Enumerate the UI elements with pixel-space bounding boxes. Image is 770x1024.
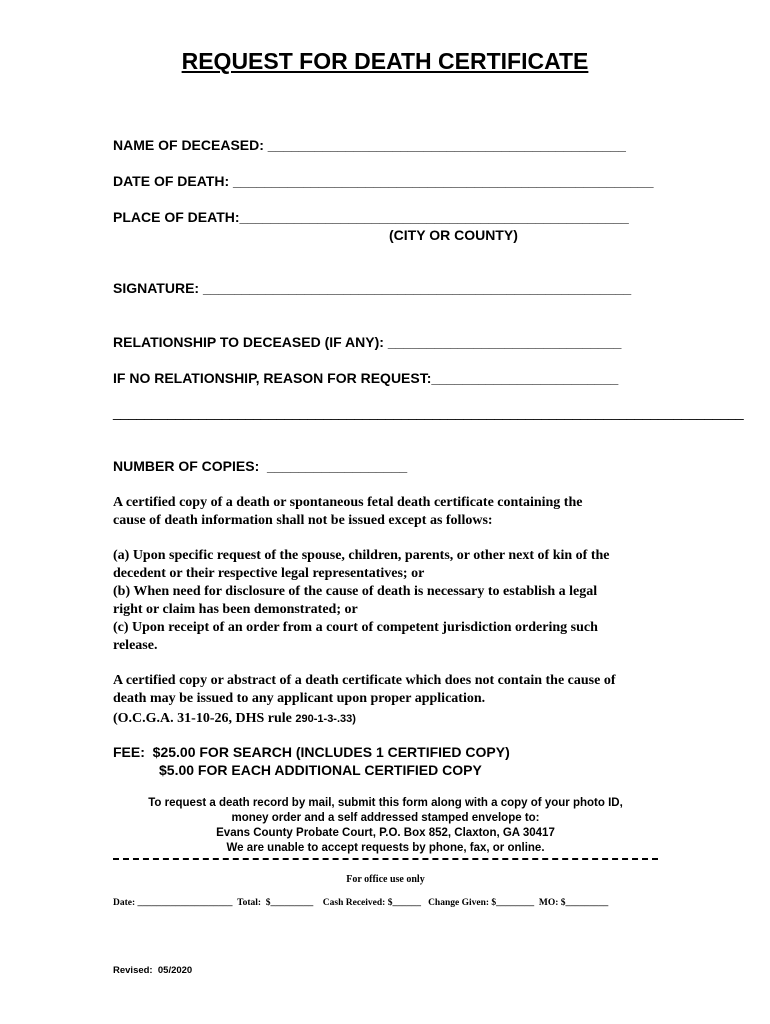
clause-b-line-2: right or claim has been demonstrated; or — [113, 602, 358, 617]
mail-instructions-line-4: We are unable to accept requests by phone, fax, or online. — [226, 842, 545, 854]
abstract-line-2: death may be issued to any applicant upon proper application. — [113, 691, 486, 706]
place-of-death-field[interactable]: PLACE OF DEATH:__________________________________________________ — [113, 209, 629, 225]
office-use-label: For office use only — [346, 874, 425, 885]
number-of-copies-field[interactable]: NUMBER OF COPIES: __________________ — [113, 458, 408, 474]
citation-rule: 290-1-3-.33) — [295, 713, 356, 725]
clause-b-line-1: (b) When need for disclosure of the cause of death is necessary to establish a legal — [113, 584, 598, 599]
legal-citation — [113, 708, 356, 728]
intro-line-2: cause of death information shall not be issued except as follows: — [113, 513, 493, 528]
clause-c-line-2: release. — [113, 638, 158, 653]
reason-continuation-line[interactable]: _________________________________________________________________________________ — [113, 404, 744, 420]
office-divider — [113, 858, 658, 860]
court-address: Evans County Probate Court, P.O. Box 852, Claxton, GA 30417 — [216, 827, 555, 839]
reason-field[interactable]: IF NO RELATIONSHIP, REASON FOR REQUEST:________________________ — [113, 370, 619, 386]
place-of-death-hint: (CITY OR COUNTY) — [389, 227, 518, 243]
name-of-deceased-field[interactable]: NAME OF DECEASED: ______________________________________________ — [113, 137, 626, 153]
fee-line-2: $5.00 FOR EACH ADDITIONAL CERTIFIED COPY — [159, 762, 482, 778]
abstract-line-1: A certified copy or abstract of a death certificate which does not contain the cause of — [113, 673, 616, 688]
intro-line-1: A certified copy of a death or spontaneous fetal death certificate containing the — [113, 495, 583, 510]
mail-instructions-line-2: money order and a self addressed stamped envelope to: — [231, 812, 540, 824]
page-title: REQUEST FOR DEATH CERTIFICATE — [181, 48, 589, 74]
signature-field[interactable]: SIGNATURE: _______________________________________________________ — [113, 280, 632, 296]
mail-instructions-line-1: To request a death record by mail, submit this form along with a copy of your photo ID, — [148, 797, 623, 809]
citation-main: (O.C.G.A. 31-10-26, DHS rule — [113, 711, 296, 726]
revised-date: Revised: 05/2020 — [113, 965, 193, 976]
clause-a-line-1: (a) Upon specific request of the spouse, children, parents, or other next of kin of the — [113, 548, 610, 563]
relationship-field[interactable]: RELATIONSHIP TO DECEASED (IF ANY): ______________________________ — [113, 334, 622, 350]
office-use-fields: Date: ____________________ Total: $_________ Cash Received: $______ Change Given: $________ MO: $_________ — [113, 898, 609, 908]
clause-c-line-1: (c) Upon receipt of an order from a court of competent jurisdiction ordering such — [113, 620, 598, 635]
clause-a-line-2: decedent or their respective legal representatives; or — [113, 566, 425, 581]
fee-line-1: FEE: $25.00 FOR SEARCH (INCLUDES 1 CERTIFIED COPY) — [113, 744, 510, 760]
date-of-death-field[interactable]: DATE OF DEATH: ______________________________________________________ — [113, 173, 654, 189]
